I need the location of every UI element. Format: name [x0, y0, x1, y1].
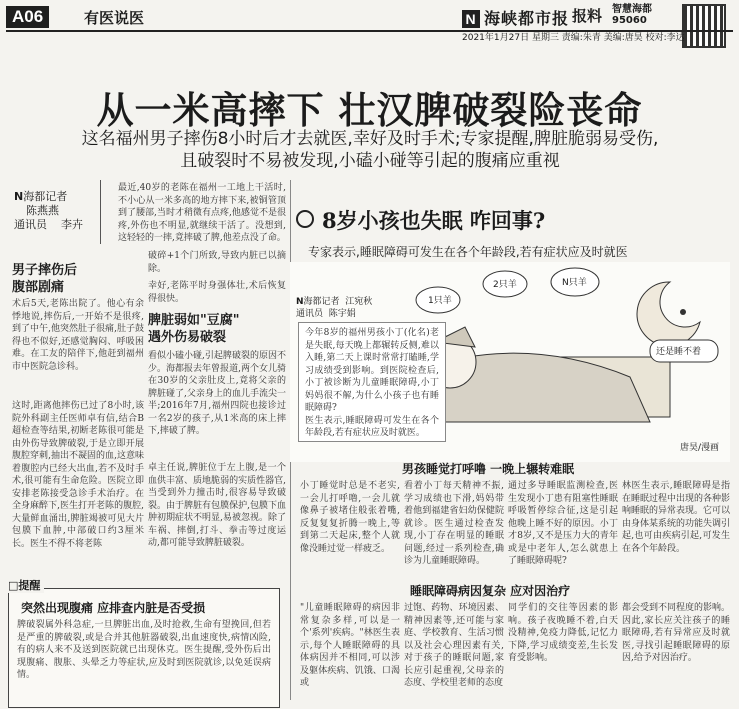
paper-logo-icon: N — [462, 10, 480, 28]
section-title: 有医说医 — [84, 9, 145, 27]
correspondent-name: 李卉 — [61, 218, 83, 231]
lead-divider — [100, 180, 101, 244]
deck-line-1: 这名福州男子摔伤8小时后才去就医,幸好及时手术;专家提醒,脾脏脆弱易受伤, — [81, 129, 659, 149]
brand-line-2: 95060 — [612, 15, 647, 26]
article2-byline: N海都记者 江宛秋 通讯员 陈宇娟 — [296, 297, 373, 319]
body-text: 幸好,老陈平时身强体壮,术后恢复得很快。 — [148, 281, 286, 304]
cloud-label-1: 1只羊 — [428, 296, 452, 306]
headline-deck — [20, 128, 720, 172]
date-line: 2021年1月27日 星期三 责编:朱青 美编:唐昊 校对:李达 — [462, 33, 685, 43]
illustration-credit: 唐昊/漫画 — [680, 443, 720, 453]
page-number: A06 — [6, 6, 49, 28]
speech-bubble: 还是睡不着 — [656, 347, 702, 357]
body-text: 过饱、药物、环境因素、精神因素等,还可能与家庭、学校教育、生活习惯以及社会心理因素有关,对于孩子的睡眠问题,家长应引起重视,父母亲的态度、学校里老师的态度 — [404, 603, 504, 688]
tip-body: 脾破裂属外科急症,一旦脾脏出血,及时抢救,生命有望挽回,但若是严重的脾破裂,或是合并其他脏器破裂,出血速度快,病情凶险,有的病人来不及送到医院就已出现休克。医生提醒,受外伤后出现腹痛、腹胀、头晕乏力等症状,应及时到医院就诊,以免延误病情。 — [17, 620, 271, 680]
body-text: 这时,距离他摔伤已过了8小时,该院外科副主任医师卓有信,结合B超检查等结果,初断老陈很可能是由外伤导致脾破裂,于是立即开展腹腔穿刺,抽出不凝固的血,这意味着腹腔内已经大出血,若不及时手术,很可能有生命危险。医院立即安排老陈接受急诊手术治疗。在全身麻醉下,医生打开老陈的腹腔,大量鲜血涌出,脾脏竭被可见大片包膜下血肿,中部破口约3厘米长。医生不得不将老陈 — [12, 401, 144, 549]
body-text: 同学们的交往等因素的影响。孩子夜晚睡不着,白天没精神,免疫力降低,记忆力下降,学习成绩变差,生长发育受影响。 — [508, 603, 618, 663]
body-text: 看似小磕小碰,引起脾破裂的原因不少。海都报去年曾报道,两个女儿骑在30岁的父亲肚皮上,竟将父亲的脾脏碰了,父亲身上的血儿手流尖一半;2016年7月,福州四院也接诊过一名2岁的孩子,从1米高的床上摔下,摔破了脾。 — [148, 351, 286, 436]
report-label: 报料 — [572, 7, 603, 25]
qr-code-icon — [682, 4, 726, 48]
subhead-2-line1: 脾脏弱如"豆腐" — [148, 313, 240, 328]
cloud-label-3: N只羊 — [562, 278, 587, 288]
subhead-2-line2: 遇外伤易破裂 — [148, 330, 227, 345]
brand-block — [612, 4, 652, 26]
body-text: 卓主任说,脾脏位于左上腹,是一个血供丰富、质地脆弱的实质性器官,当受到外力撞击时,很容易导致破裂。由于脾脏有包膜保护,包膜下血肿初期症状不明显,易被忽视。除了车祸、摔倒,打斗、拳击等过度运动,都可能导致脾脏破裂。 — [148, 463, 286, 548]
brand-line-1: 智慧海都 — [612, 4, 652, 15]
deck-line-2: 且破裂时不易被发现,小磕小碰等引起的腹痛应重视 — [180, 151, 560, 171]
tip-title: 突然出现腹痛 应排查内脏是否受损 — [21, 601, 206, 615]
body-text: 术后5天,老陈出院了。他心有余悸地说,摔伤后,一开始不是很疼,到了中午,他突然肚子很痛,肚子鼓得也不似好,还感觉胸闷、呼吸困难。在工友的陪伴下,他赶到福州市中医院急诊科。 — [12, 299, 144, 372]
subhead-2 — [148, 312, 240, 346]
tip-box — [8, 579, 280, 708]
tip-label: □提醒 — [8, 577, 44, 593]
body-text: "儿童睡眠障碍的病因非常复杂多样,可以是一个'系列'疾病。"林医生表示,每个人睡眠障碍的具体病因并不相同,可以涉及躯体疾病、饥饿、口渴或 — [300, 603, 400, 688]
article2-deck: 专家表示,睡眠障碍可发生在各个年龄段,若有症状应及时就医 — [308, 245, 628, 259]
subhead-1-line2: 腹部剧痛 — [12, 280, 65, 295]
body-text: 都会受到不同程度的影响。因此,家长应关注孩子的睡眠障碍,若有异常应及时就医,寻找引起睡眠障碍的原因,给予对因治疗。 — [622, 603, 730, 663]
body-text: 林医生表示,睡眠障碍是指在睡眠过程中出现的各种影响睡眠的异常表现。它可以由身体某系统的功能失调引起,也可由疾病引起,可发生在各个年龄段。 — [622, 481, 730, 554]
headline: 从一米高摔下 壮汉脾破裂险丧命 — [96, 88, 643, 132]
article-lead: 最近,40岁的老陈在福州一工地上干活时,不小心从一米多高的地方摔下来,被铜管顶到了腰部,当时才稍微有点疼,他感觉不是很疼,外伤也不明显,就继续干活了。没想到,这轻轻的一摔,竟摔破了脾,他差点没了命。 — [118, 183, 286, 243]
body-text: 看着小丁每天精神不振,学习成绩也下滑,妈妈带着他到福建省妇幼保健院就诊。医生通过检查发现,小丁存在明显的睡眠问题,经过一系列检查,确诊为儿童睡眠障碍。 — [404, 481, 504, 566]
reporter-name: 陈燕燕 — [26, 204, 59, 217]
cloud-label-2: 2只羊 — [493, 280, 517, 290]
subhead-4: 睡眠障碍病因复杂 应对因治疗 — [410, 584, 571, 598]
subhead-1 — [12, 262, 77, 296]
header-rule — [6, 30, 733, 32]
byline: N海都记者 陈燕燕 通讯员 李卉 — [14, 190, 83, 231]
subhead-3: 男孩睡觉打呼噜 一晚上辗转难眠 — [402, 462, 575, 476]
article2-intro: 今年8岁的福州男孩小丁(化名)老是失眠,每天晚上都辗转反侧,难以入睡,第二天上课时常常打瞌睡,学习成绩受到影响。到医院检查后,小丁被诊断为儿童睡眠障碍,小丁妈妈很不解,为什么小孩子也有睡眠障碍? 医生表示,睡眠障碍可发生在各个年龄段,若有症状应及时就医。 — [298, 322, 446, 442]
subhead-1-line1: 男子摔伤后 — [12, 263, 78, 278]
correspondent-label: 通讯员 — [14, 218, 47, 231]
body-text: 小丁睡觉时总是不老实,一会儿打呼噜,一会儿就像鼻子被堵住般张着嘴,反复复复折腾一晚上,等到第二天起床,整个人就像没睡过觉一样疲乏。 — [300, 481, 400, 554]
body-text: 通过多导睡眠监测检查,医生发现小丁患有阻塞性睡眠呼吸暂停综合征,这是引起他晚上睡不好的原因。小丁才8岁,又不是压力大的青年或是中老年人,怎么就患上了睡眠障碍呢? — [508, 481, 618, 566]
paper-logo — [462, 6, 569, 29]
body-text: 破碎+1个门所致,导致内脏已以摘除。 — [148, 251, 286, 274]
paper-logo-text: 海峡都市报 — [484, 9, 570, 28]
article2-headline: 8岁小孩也失眠 咋回事? — [296, 205, 545, 235]
byline-label: 海都记者 — [23, 190, 68, 203]
eye-icon — [296, 210, 314, 228]
cartoon-illustration — [290, 262, 730, 462]
